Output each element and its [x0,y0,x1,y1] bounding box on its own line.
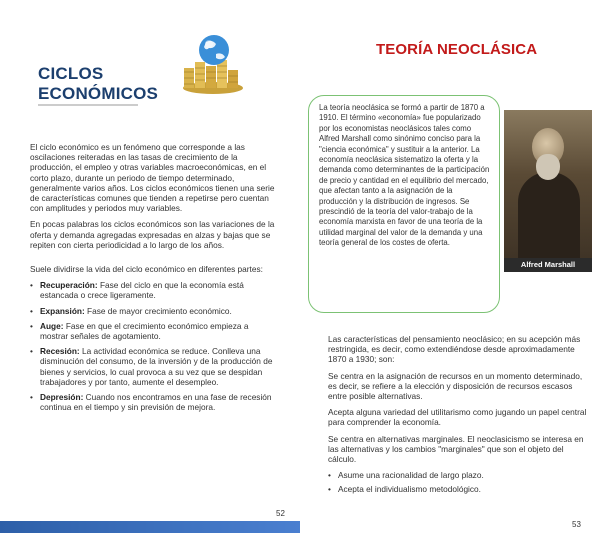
phase-desc: Fase de mayor crecimiento económico. [84,305,232,316]
paragraph: Suele dividirse la vida del ciclo económico en diferentes partes: [30,264,263,275]
paragraph: Se centra en alternativas marginales. El neoclasicismo se interesa en las alternativas y los cambios "marginales" que son el objeto del cálculo. [328,433,584,465]
intro-callout-box: La teoría neoclásica se formó a partir de 1870 a 1910. El término «economía» fue popularizado por los economistas neoclásicos tales como Alfred Marshall como sinónimo conciso para la "ciencia económica" y sustituir a la anterior. La economía neoclásica sistematizo la oferta y la demanda como determinantes de la participación de precio y cantidad en el equilibrio del mercado, que afectan tanto a la asignación de la producción y la distribución de ingresos. Se prescindió de la teoría del valor-trabajo de la economía marxista en favor de una teoría de la utilidad marginal del valor de la demanda y una teoría general de los costes de oferta. [308,95,500,313]
page-title [38,64,158,104]
footer-bar [0,521,300,533]
photo-caption: Alfred Marshall [504,258,592,272]
list-item [30,306,278,316]
paragraph: Las características del pensamiento neoclásico; en su acepción más restringida, es decir, como extendiéndose desde aproximadamente 1870 a 1930; son: [328,334,581,365]
list-item [30,280,278,300]
phase-desc: Cuando nos encontramos en una fase de recesión continua en el tiempo y sin previsión de mejora. [40,392,272,413]
list-item [30,346,278,387]
phase-term: Recesión: [40,346,80,357]
phase-term: Expansión: [40,305,85,316]
phase-desc: Fase en que el crecimiento económico empieza a mostrar señales de agotamiento. [40,320,249,342]
page-number: 53 [572,520,581,529]
portrait-photo [504,110,592,272]
phase-desc: La actividad económica se reduce. Conlleva una disminución del consumo, de la inversión y de la producción de bienes y servicios, lo cual provoca a su vez que se despidan trabajadores y por tanto, aumente el desempleo. [40,346,273,387]
right-body-text [328,334,590,499]
list-item: • Asume una racionalidad de largo plazo. [328,470,590,480]
phase-term: Auge: [40,320,64,331]
title-underline [38,104,138,106]
phase-term: Depresión: [40,392,84,403]
paragraph: El ciclo económico es un fenómeno que corresponde a las oscilaciones reiteradas en las tasas de crecimiento de la producción, el empleo y otras variables macroeconómicas, en el corto plazo, durante un periodo de tiempo determinado, generalmente varios años. Los ciclos económicos tienen una serie de características comunes que tienden a repetirse pero cuentan con amplitudes y periodos muy variables. [30,142,275,214]
right-page [300,0,600,533]
phase-list [30,280,278,412]
list-item: • Acepta el individualismo metodológico. [328,484,590,494]
page-number: 52 [276,509,285,518]
paragraph: En pocas palabras los ciclos económicos son las variaciones de la oferta y demanda agregadas expresadas en alzas y bajas que se repiten con cierta periodicidad a lo largo de los años. [30,219,275,250]
paragraph: Se centra en la asignación de recursos en un momento determinado, es decir, se refiere a la elección y disposición de recursos escasos entre posible alternativas. [328,370,583,402]
phase-term: Recuperación: [40,280,98,291]
list-item [30,321,278,341]
phase-desc: Fase del ciclo en que la economía está estancada o crece ligeramente. [40,280,244,301]
paragraph: Acepta alguna variedad del utilitarismo como jugando un papel central para comprender la economía. [328,407,587,428]
left-body-text [30,142,278,417]
title-line-2: ECONÓMICOS [38,84,159,103]
list-item [30,392,278,412]
title-line-1: CICLOS [38,64,104,83]
characteristics-list [328,470,590,494]
globe-with-coins-icon [178,32,248,96]
page-title: TEORÍA NEOCLÁSICA [376,41,538,58]
